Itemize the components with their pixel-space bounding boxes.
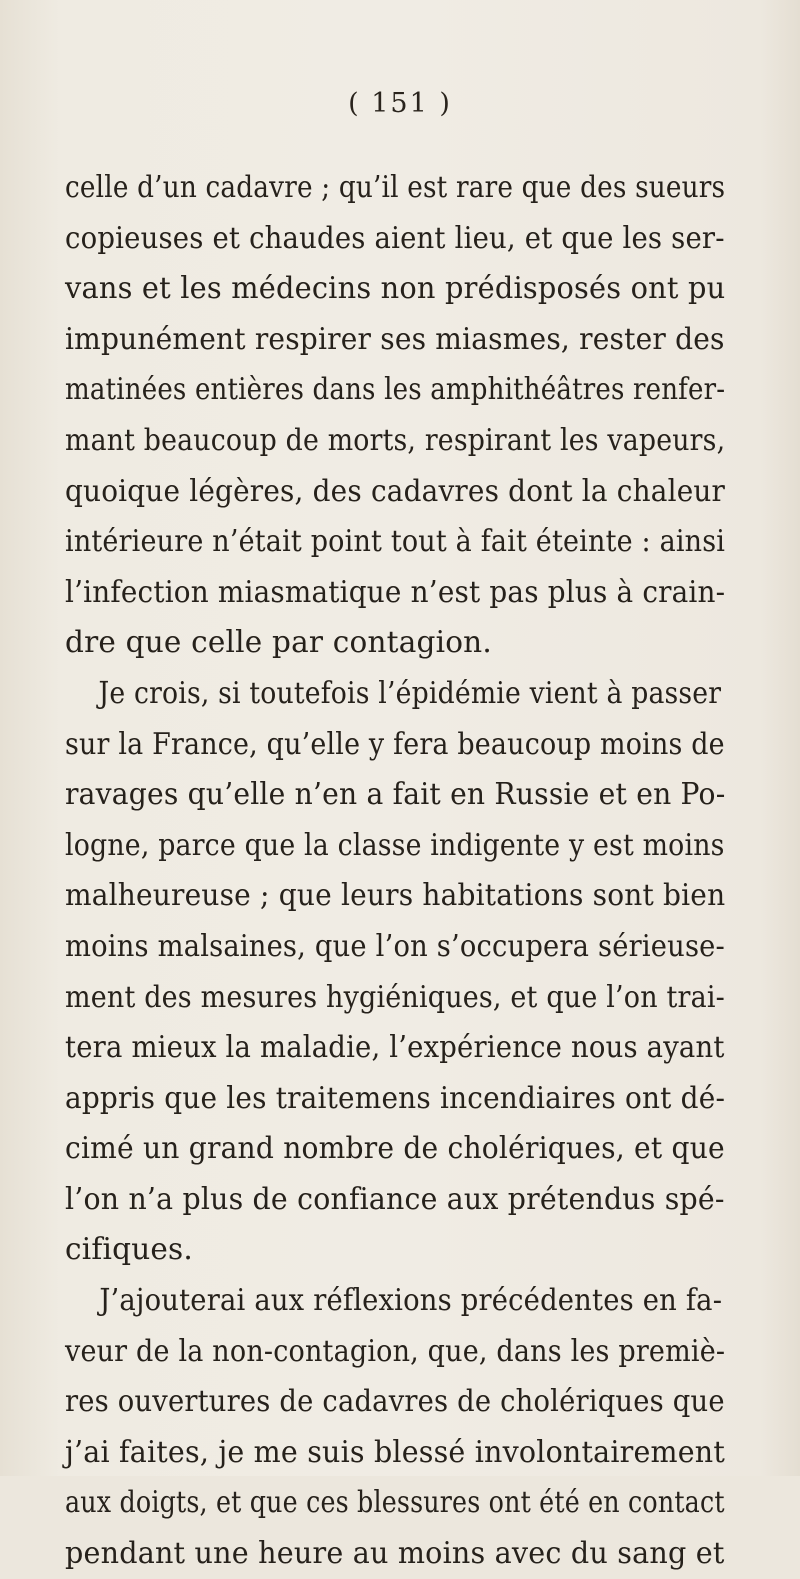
text-line: J’ajouterai aux réflexions précédentes en fa- bbox=[99, 1283, 723, 1318]
text-line: matinées entières dans les amphithéâtres renfer- bbox=[65, 372, 726, 407]
text-line: moins malsaines, que l’on s’occupera sérieuse- bbox=[65, 928, 725, 963]
text-line: celle d’un cadavre ; qu’il est rare que des sueurs bbox=[65, 170, 726, 204]
text-line: l’on n’a plus de confiance aux prétendus spé- bbox=[65, 1181, 725, 1216]
text-line: pendant une heure au moins avec du sang et bbox=[65, 1536, 725, 1571]
text-line: copieuses et chaudes aient lieu, et que les ser- bbox=[65, 220, 725, 255]
text-line: veur de la non-contagion, que, dans les premiè- bbox=[65, 1333, 726, 1368]
text-line: appris que les traitemens incendiaires ont dé- bbox=[65, 1080, 726, 1115]
text-line: vans et les médecins non prédisposés ont pu bbox=[65, 271, 726, 306]
text-line: ravages qu’elle n’en a fait en Russie et en Po- bbox=[65, 777, 726, 812]
text-line: tera mieux la maladie, l’expérience nous ayant bbox=[65, 1030, 725, 1065]
text-line: quoique légères, des cadavres dont la chaleur bbox=[65, 473, 726, 508]
text-line: cimé un grand nombre de cholériques, et que bbox=[65, 1131, 725, 1166]
text-line: aux doigts, et que ces blessures ont été en contact bbox=[65, 1485, 725, 1520]
text-line: sur la France, qu’elle y fera beaucoup moins de bbox=[65, 726, 725, 761]
text-line: ment des mesures hygiéniques, et que l’on trai- bbox=[65, 979, 725, 1014]
text-line: cifiques. bbox=[65, 1232, 193, 1267]
page-number: ( 151 ) bbox=[348, 88, 452, 119]
text-line: impunément respirer ses miasmes, rester des bbox=[65, 321, 725, 356]
text-line: malheureuse ; que leurs habitations sont bien bbox=[65, 878, 726, 913]
text-line: dre que celle par contagion. bbox=[65, 625, 492, 660]
text-line: logne, parce que la classe indigente y est moins bbox=[65, 827, 725, 862]
text-line: l’infection miasmatique n’est pas plus à crain- bbox=[65, 574, 726, 609]
text-line: intérieure n’était point tout à fait éteinte : ainsi bbox=[65, 524, 726, 559]
body-text bbox=[65, 162, 725, 1579]
text-line: j’ai faites, je me suis blessé involontairement bbox=[65, 1434, 726, 1469]
text-line: res ouvertures de cadavres de cholériques que bbox=[65, 1384, 725, 1419]
text-line: mant beaucoup de morts, respirant les vapeurs, bbox=[65, 422, 726, 457]
text-line: Je crois, si toutefois l’épidémie vient à passer bbox=[98, 675, 722, 710]
